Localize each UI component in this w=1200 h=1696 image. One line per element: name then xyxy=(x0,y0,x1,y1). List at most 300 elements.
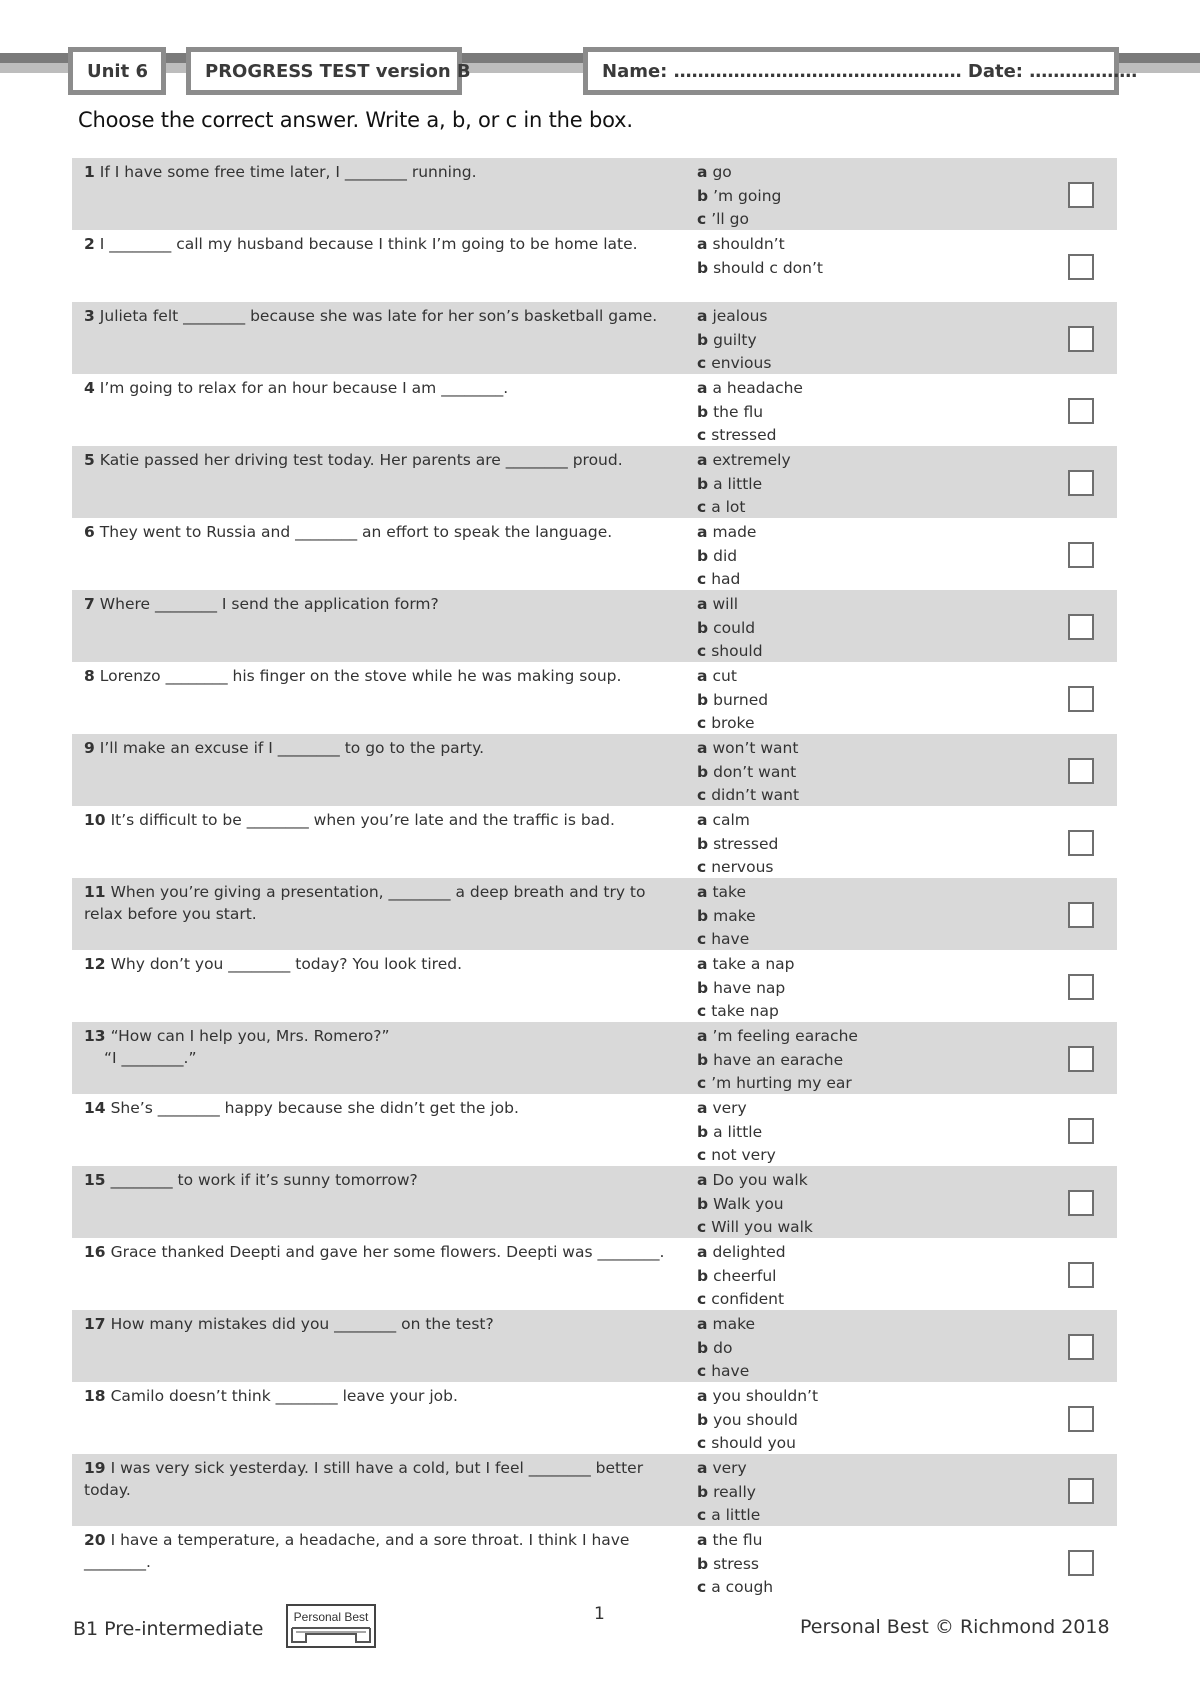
test-version-label: PROGRESS TEST version B xyxy=(205,60,471,82)
answer-option xyxy=(697,377,1017,401)
option-text: stress xyxy=(713,1554,759,1573)
question-number: 12 xyxy=(84,955,106,973)
option-text: very xyxy=(712,1099,747,1117)
question-text xyxy=(84,521,684,543)
answer-option xyxy=(697,1241,1017,1265)
answer-options xyxy=(697,665,1017,736)
answer-options xyxy=(697,881,1017,952)
question-number: 5 xyxy=(84,451,95,469)
option-text: ’m feeling earache xyxy=(712,1027,858,1045)
option-letter: a xyxy=(697,1171,708,1189)
option-text: very xyxy=(712,1459,747,1477)
question-sentence: Where ________ I send the application form? xyxy=(99,595,439,613)
question-number: 13 xyxy=(84,1027,106,1045)
option-letter: a xyxy=(697,595,708,613)
question-row xyxy=(72,1310,1117,1382)
option-letter: a xyxy=(697,811,708,829)
option-letter: b xyxy=(697,258,709,277)
answer-option xyxy=(697,449,1017,473)
answer-box[interactable] xyxy=(1068,1478,1094,1504)
question-sentence: How many mistakes did you ________ on the test? xyxy=(110,1315,494,1333)
answer-options xyxy=(697,1169,1017,1240)
copyright: Personal Best © Richmond 2018 xyxy=(800,1616,1110,1638)
question-number: 1 xyxy=(84,163,95,181)
answer-option xyxy=(697,521,1017,545)
option-letter: b xyxy=(697,1122,709,1141)
answer-option xyxy=(697,496,1017,520)
option-text: have nap xyxy=(713,978,786,997)
option-letter: a xyxy=(697,1099,708,1117)
option-text: made xyxy=(712,523,757,541)
answer-box[interactable] xyxy=(1068,1118,1094,1144)
option-text: stressed xyxy=(713,834,779,853)
answer-option xyxy=(697,881,1017,905)
question-number: 6 xyxy=(84,523,95,541)
logo-text: Personal Best xyxy=(293,1610,369,1624)
answer-box[interactable] xyxy=(1068,470,1094,496)
option-letter: b xyxy=(697,1194,709,1213)
option-text: take nap xyxy=(711,1002,779,1020)
option-text: the flu xyxy=(712,1531,763,1549)
name-date-box[interactable] xyxy=(583,47,1138,95)
option-letter: c xyxy=(697,786,707,804)
answer-option xyxy=(697,761,1017,785)
option-letter: b xyxy=(697,330,709,349)
answer-option xyxy=(697,329,1017,353)
option-letter: a xyxy=(697,667,708,685)
question-row xyxy=(72,1454,1117,1526)
question-sentence-line2: “I ________.” xyxy=(104,1049,197,1067)
answer-options xyxy=(697,1385,1017,1456)
option-text: jealous xyxy=(712,307,768,325)
option-letter: a xyxy=(697,1315,708,1333)
question-number: 16 xyxy=(84,1243,106,1261)
option-letter: a xyxy=(697,1387,708,1405)
version-box xyxy=(186,47,471,95)
answer-option xyxy=(697,1457,1017,1481)
question-sentence: I’m going to relax for an hour because I am ________. xyxy=(99,379,509,397)
question-sentence: Katie passed her driving test today. Her parents are ________ proud. xyxy=(99,451,623,469)
question-text xyxy=(84,233,684,255)
option-text: shouldn’t xyxy=(712,235,785,253)
question-text xyxy=(84,665,684,687)
option-text: should c don’t xyxy=(713,258,823,277)
question-row xyxy=(72,374,1117,446)
answer-option xyxy=(697,1216,1017,1240)
option-text: ’m going xyxy=(713,186,782,205)
answer-option xyxy=(697,1193,1017,1217)
answer-option xyxy=(697,737,1017,761)
answer-option xyxy=(697,1288,1017,1312)
question-text xyxy=(84,161,684,183)
option-text: a lot xyxy=(711,498,746,516)
question-text xyxy=(84,953,684,975)
option-text: calm xyxy=(712,811,750,829)
answer-option xyxy=(697,640,1017,664)
option-letter: c xyxy=(697,858,707,876)
question-number: 3 xyxy=(84,307,95,325)
option-letter: c xyxy=(697,210,707,228)
answer-option xyxy=(697,1385,1017,1409)
answer-option xyxy=(697,593,1017,617)
option-letter: b xyxy=(697,1266,709,1285)
question-table xyxy=(72,158,1117,1598)
option-text: cheerful xyxy=(713,1266,777,1285)
option-letter: b xyxy=(697,1482,709,1501)
question-number: 14 xyxy=(84,1099,106,1117)
question-row xyxy=(72,1166,1117,1238)
question-sentence: If I have some free time later, I ________ running. xyxy=(99,163,477,181)
option-letter: b xyxy=(697,186,709,205)
option-text: do xyxy=(713,1338,733,1357)
answer-option xyxy=(697,712,1017,736)
page-number: 1 xyxy=(594,1604,605,1624)
question-row xyxy=(72,446,1117,518)
answer-box[interactable] xyxy=(1068,1334,1094,1360)
option-text: guilty xyxy=(713,330,757,349)
answer-option xyxy=(697,1265,1017,1289)
option-text: stressed xyxy=(711,426,777,444)
answer-options xyxy=(697,377,1017,448)
answer-option xyxy=(697,977,1017,1001)
answer-options xyxy=(697,233,1017,280)
option-letter: a xyxy=(697,163,708,181)
answer-option xyxy=(697,856,1017,880)
unit-box xyxy=(68,47,166,95)
question-text xyxy=(84,1097,684,1119)
option-text: you should xyxy=(713,1410,798,1429)
instruction: Choose the correct answer. Write a, b, or c in the box. xyxy=(78,108,633,132)
answer-box[interactable] xyxy=(1068,1046,1094,1072)
question-text xyxy=(84,737,684,759)
question-row xyxy=(72,950,1117,1022)
question-sentence: “How can I help you, Mrs. Romero?” xyxy=(110,1027,390,1045)
question-row xyxy=(72,878,1117,950)
option-letter: a xyxy=(697,523,708,541)
question-sentence: Why don’t you ________ today? You look tired. xyxy=(110,955,462,973)
answer-box[interactable] xyxy=(1068,1190,1094,1216)
answer-options xyxy=(697,1313,1017,1384)
question-text xyxy=(84,1385,684,1407)
option-letter: a xyxy=(697,307,708,325)
question-row xyxy=(72,302,1117,374)
question-sentence: I have a temperature, a headache, and a sore throat. I think I have ________. xyxy=(84,1531,630,1571)
option-text: cut xyxy=(712,667,737,685)
answer-box[interactable] xyxy=(1068,686,1094,712)
answer-box[interactable] xyxy=(1068,254,1094,280)
question-row xyxy=(72,1238,1117,1310)
answer-option xyxy=(697,305,1017,329)
question-sentence: I ________ call my husband because I think I’m going to be home late. xyxy=(99,235,638,253)
option-letter: a xyxy=(697,1531,708,1549)
answer-box[interactable] xyxy=(1068,1550,1094,1576)
option-letter: a xyxy=(697,235,708,253)
answer-box[interactable] xyxy=(1068,830,1094,856)
answer-options xyxy=(697,161,1017,232)
option-text: burned xyxy=(713,690,769,709)
option-letter: a xyxy=(697,379,708,397)
answer-box[interactable] xyxy=(1068,758,1094,784)
option-text: have xyxy=(711,930,750,948)
option-letter: a xyxy=(697,955,708,973)
option-text: have an earache xyxy=(713,1050,844,1069)
answer-option xyxy=(697,1504,1017,1528)
answer-option xyxy=(697,1025,1017,1049)
option-letter: b xyxy=(697,1050,709,1069)
question-sentence: I was very sick yesterday. I still have a cold, but I feel ________ better today. xyxy=(84,1459,644,1499)
option-text: go xyxy=(712,163,732,181)
option-text: a little xyxy=(713,474,763,493)
option-letter: c xyxy=(697,1434,707,1452)
question-number: 7 xyxy=(84,595,95,613)
option-text: should you xyxy=(711,1434,796,1452)
option-text: envious xyxy=(711,354,772,372)
option-letter: b xyxy=(697,618,709,637)
question-number: 19 xyxy=(84,1459,106,1477)
question-row xyxy=(72,1022,1117,1094)
answer-option xyxy=(697,928,1017,952)
option-letter: c xyxy=(697,354,707,372)
question-sentence: I’ll make an excuse if I ________ to go to the party. xyxy=(99,739,484,757)
option-letter: a xyxy=(697,739,708,757)
answer-box[interactable] xyxy=(1068,182,1094,208)
option-text: don’t want xyxy=(713,762,797,781)
question-text xyxy=(84,881,684,925)
question-number: 15 xyxy=(84,1171,106,1189)
answer-option xyxy=(697,689,1017,713)
option-letter: a xyxy=(697,451,708,469)
option-letter: b xyxy=(697,906,709,925)
question-row xyxy=(72,1382,1117,1454)
answer-option xyxy=(697,568,1017,592)
question-text xyxy=(84,377,684,399)
question-sentence: When you’re giving a presentation, ________ a deep breath and try to relax before you start. xyxy=(84,883,646,923)
question-row xyxy=(72,590,1117,662)
answer-options xyxy=(697,737,1017,808)
answer-option xyxy=(697,784,1017,808)
option-text: will xyxy=(712,595,739,613)
question-text xyxy=(84,1169,684,1191)
answer-option xyxy=(697,833,1017,857)
option-letter: c xyxy=(697,570,707,588)
answer-option xyxy=(697,1409,1017,1433)
option-text: a little xyxy=(713,1122,763,1141)
option-letter: b xyxy=(697,1554,709,1573)
option-letter: b xyxy=(697,402,709,421)
answer-options xyxy=(697,1529,1017,1600)
option-letter: a xyxy=(697,1243,708,1261)
option-text: could xyxy=(713,618,756,637)
question-number: 20 xyxy=(84,1531,106,1549)
answer-option xyxy=(697,1529,1017,1553)
option-letter: c xyxy=(697,1506,707,1524)
question-text xyxy=(84,449,684,471)
option-letter: c xyxy=(697,1362,707,1380)
option-text: won’t want xyxy=(712,739,799,757)
question-sentence: Camilo doesn’t think ________ leave your job. xyxy=(110,1387,458,1405)
question-row xyxy=(72,662,1117,734)
question-text xyxy=(84,1457,684,1501)
option-text: ’ll go xyxy=(711,210,749,228)
option-letter: c xyxy=(697,1218,707,1236)
answer-option xyxy=(697,1144,1017,1168)
answer-options xyxy=(697,593,1017,664)
answer-option xyxy=(697,161,1017,185)
answer-option xyxy=(697,617,1017,641)
option-text: confident xyxy=(711,1290,785,1308)
option-text: didn’t want xyxy=(711,786,800,804)
option-letter: b xyxy=(697,1338,709,1357)
question-number: 4 xyxy=(84,379,95,397)
option-text: a headache xyxy=(712,379,803,397)
question-text xyxy=(84,1241,684,1263)
answer-options xyxy=(697,305,1017,376)
question-row xyxy=(72,158,1117,230)
personal-best-logo xyxy=(286,1604,376,1648)
option-text: Walk you xyxy=(713,1194,784,1213)
answer-option xyxy=(697,1576,1017,1600)
option-letter: b xyxy=(697,1410,709,1429)
answer-options xyxy=(697,1457,1017,1528)
option-letter: c xyxy=(697,426,707,444)
question-sentence: ________ to work if it’s sunny tomorrow? xyxy=(110,1171,418,1189)
option-text: nervous xyxy=(711,858,774,876)
option-text: make xyxy=(712,1315,756,1333)
answer-box[interactable] xyxy=(1068,326,1094,352)
question-text xyxy=(84,593,684,615)
option-text: really xyxy=(713,1482,756,1501)
answer-box[interactable] xyxy=(1068,974,1094,1000)
question-sentence: It’s difficult to be ________ when you’re late and the traffic is bad. xyxy=(110,811,615,829)
answer-option xyxy=(697,809,1017,833)
answer-option xyxy=(697,905,1017,929)
answer-option xyxy=(697,1481,1017,1505)
answer-option xyxy=(697,953,1017,977)
option-letter: c xyxy=(697,1002,707,1020)
answer-option xyxy=(697,1072,1017,1096)
answer-option xyxy=(697,185,1017,209)
answer-box[interactable] xyxy=(1068,1262,1094,1288)
question-number: 18 xyxy=(84,1387,106,1405)
answer-box[interactable] xyxy=(1068,542,1094,568)
question-sentence: Grace thanked Deepti and gave her some flowers. Deepti was ________. xyxy=(110,1243,665,1261)
answer-box[interactable] xyxy=(1068,902,1094,928)
question-sentence: They went to Russia and ________ an effort to speak the language. xyxy=(99,523,613,541)
answer-option xyxy=(697,401,1017,425)
option-text: you shouldn’t xyxy=(712,1387,819,1405)
option-letter: b xyxy=(697,834,709,853)
option-letter: b xyxy=(697,546,709,565)
question-row xyxy=(72,734,1117,806)
option-letter: b xyxy=(697,762,709,781)
answer-option xyxy=(697,545,1017,569)
question-number: 11 xyxy=(84,883,106,901)
option-letter: b xyxy=(697,474,709,493)
answer-option xyxy=(697,424,1017,448)
option-letter: c xyxy=(697,498,707,516)
answer-option xyxy=(697,1000,1017,1024)
answer-option xyxy=(697,665,1017,689)
question-row xyxy=(72,518,1117,590)
option-letter: b xyxy=(697,690,709,709)
question-row xyxy=(72,230,1117,302)
question-text xyxy=(84,1529,684,1573)
answer-options xyxy=(697,1097,1017,1168)
option-text: did xyxy=(713,546,738,565)
option-letter: c xyxy=(697,930,707,948)
answer-box[interactable] xyxy=(1068,398,1094,424)
question-number: 10 xyxy=(84,811,106,829)
question-row xyxy=(72,1526,1117,1598)
option-text: take a nap xyxy=(712,955,795,973)
question-number: 2 xyxy=(84,235,95,253)
option-text: take xyxy=(712,883,747,901)
question-number: 9 xyxy=(84,739,95,757)
option-text: Will you walk xyxy=(711,1218,813,1236)
answer-options xyxy=(697,1025,1017,1096)
answer-options xyxy=(697,953,1017,1024)
option-text: delighted xyxy=(712,1243,786,1261)
question-row xyxy=(72,1094,1117,1166)
option-text: should xyxy=(711,642,763,660)
option-text: a little xyxy=(711,1506,761,1524)
answer-option xyxy=(697,1049,1017,1073)
option-text: make xyxy=(713,906,756,925)
option-letter: c xyxy=(697,714,707,732)
question-number: 17 xyxy=(84,1315,106,1333)
answer-options xyxy=(697,521,1017,592)
name-date-label: Name: ………………………………………… Date: ……………… xyxy=(602,60,1138,82)
answer-option xyxy=(697,1121,1017,1145)
answer-options xyxy=(697,449,1017,520)
option-text: had xyxy=(711,570,741,588)
question-row xyxy=(72,806,1117,878)
option-letter: a xyxy=(697,1459,708,1477)
answer-option xyxy=(697,1169,1017,1193)
answer-options xyxy=(697,809,1017,880)
option-text: broke xyxy=(711,714,755,732)
option-letter: a xyxy=(697,1027,708,1045)
question-sentence: Lorenzo ________ his finger on the stove while he was making soup. xyxy=(99,667,622,685)
answer-box[interactable] xyxy=(1068,614,1094,640)
answer-option xyxy=(697,1360,1017,1384)
option-text: a cough xyxy=(711,1578,774,1596)
question-text xyxy=(84,809,684,831)
answer-option xyxy=(697,257,1017,281)
answer-box[interactable] xyxy=(1068,1406,1094,1432)
option-text: the flu xyxy=(713,402,764,421)
question-number: 8 xyxy=(84,667,95,685)
answer-option xyxy=(697,352,1017,376)
option-letter: c xyxy=(697,1290,707,1308)
question-text xyxy=(84,1313,684,1335)
option-text: extremely xyxy=(712,451,791,469)
option-text: have xyxy=(711,1362,750,1380)
option-letter: c xyxy=(697,1074,707,1092)
question-text xyxy=(84,305,684,327)
unit-label: Unit 6 xyxy=(87,60,148,82)
question-sentence: She’s ________ happy because she didn’t get the job. xyxy=(110,1099,519,1117)
answer-option xyxy=(697,1097,1017,1121)
level-label: B1 Pre-intermediate xyxy=(73,1618,264,1640)
option-letter: c xyxy=(697,1578,707,1596)
answer-option xyxy=(697,473,1017,497)
question-sentence: Julieta felt ________ because she was late for her son’s basketball game. xyxy=(99,307,658,325)
option-text: ’m hurting my ear xyxy=(711,1074,852,1092)
option-letter: c xyxy=(697,1146,707,1164)
option-letter: a xyxy=(697,883,708,901)
answer-option xyxy=(697,1553,1017,1577)
